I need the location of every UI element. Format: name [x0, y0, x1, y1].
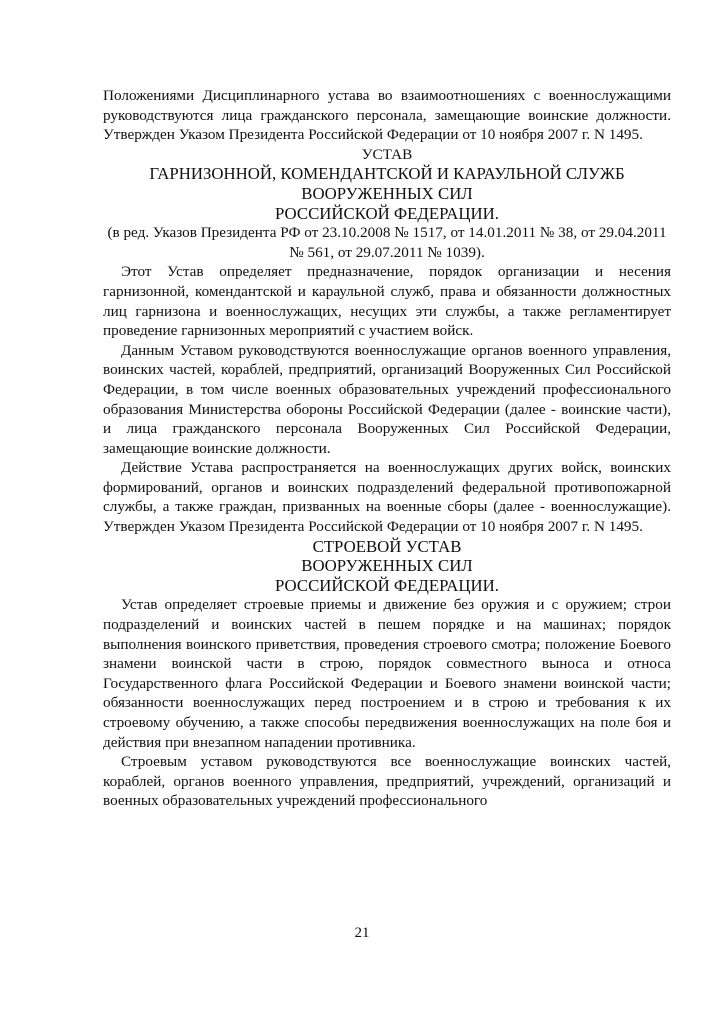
section1-paragraph-3: Действие Устава распространяется на военнослужащих других войск, воинских формирований, органов и воинских подразделений федеральной противопожарной службы, а также граждан, призванных на военные сборы (далее - военнослужащие). Утвержден Указом Президента Российской Федерации от 10 ноября 2007 г. N 1495. — [103, 459, 671, 536]
section1-title-line3: ВООРУЖЕННЫХ СИЛ — [301, 183, 473, 203]
section2-title-line1: СТРОЕВОЙ УСТАВ — [312, 536, 462, 556]
section2-title-line2: ВООРУЖЕННЫХ СИЛ — [301, 556, 473, 576]
section1-title-line4: РОССИЙСКОЙ ФЕДЕРАЦИИ. — [275, 203, 499, 223]
page-number: 21 — [354, 925, 370, 941]
section2-paragraph-2: Строевым уставом руководствуются все военнослужащие воинских частей, кораблей, органов военного управления, предприятий, учреждений, организаций и военных образовательных учреждений профессионального — [103, 753, 671, 810]
section2-paragraph-1: Устав определяет строевые приемы и движение без оружия и с оружием; строи подразделений и воинских частей в пешем порядке и на машинах; порядок выполнения воинского приветствия, проведения строевого смотра; положение Боевого знамени воинской части в строю, порядок совместного выноса и относа Государственного флага Российской Федерации и Боевого знамени воинской части; обязанности военнослужащих перед построением и в строю и требования к их строевому обучению, а также способы передвижения военнослужащих на поле боя и действия при внезапном нападении противника. — [103, 596, 671, 751]
section1-paragraph-1: Этот Устав определяет предназначение, порядок организации и несения гарнизонной, комендантской и караульной служб, права и обязанности должностных лиц гарнизона и военнослужащих, несущих эти службы, а также регламентирует проведение гарнизонных мероприятий с участием войск. — [103, 263, 671, 340]
document-page — [103, 86, 671, 811]
section2-title-line3: РОССИЙСКОЙ ФЕДЕРАЦИИ. — [275, 575, 499, 595]
section1-title-line1: УСТАВ — [361, 145, 413, 163]
section1-amendments: (в ред. Указов Президента РФ от 23.10.2008 № 1517, от 14.01.2011 № 38, от 29.04.2011 № 561, от 29.07.2011 № 1039). — [107, 224, 667, 261]
section1-paragraph-2: Данным Уставом руководствуются военнослужащие органов военного управления, воинских частей, кораблей, предприятий, организаций Вооруженных Сил Российской Федерации, в том числе военных образовательных учреждений профессионального образования Министерства обороны Российской Федерации (далее - воинские части), и лица гражданского персонала Вооруженных Сил Российской Федерации, замещающие воинские должности. — [103, 341, 671, 457]
intro-paragraph: Положениями Дисциплинарного устава во взаимоотношениях с военнослужащими руководствуются лица гражданского персонала, замещающие воинские должности. Утвержден Указом Президента Российской Федерации от 10 ноября 2007 г. N 1495. — [103, 87, 671, 144]
section1-title-line2: ГАРНИЗОННОЙ, КОМЕНДАНТСКОЙ И КАРАУЛЬНОЙ СЛУЖБ — [149, 164, 625, 184]
